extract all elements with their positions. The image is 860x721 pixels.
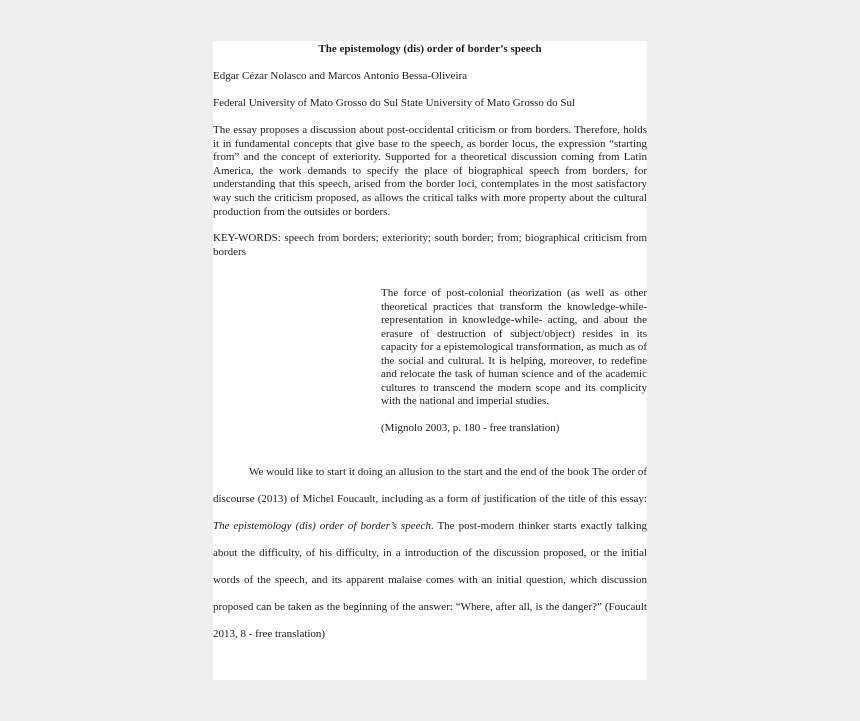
body-text-end: . The post-modern thinker starts exactly talking about the difficulty, of his difficulty, in a introduction of the discussion proposed, or the initial words of the speech, and its apparent malaise comes with an initial question, which discussion proposed can be taken as the beginning of the answer: “Where, after all, is the danger?” (Foucault 2013, 8 - free translation) (213, 520, 647, 640)
document-page (213, 41, 647, 680)
affiliations-line: Federal University of Mato Grosso do Sul State University of Mato Grosso do Sul (213, 97, 576, 109)
body-text-start: We would like to start it doing an allusion to the start and the end of the book The order of discourse (2013) of Michel Foucault, including as a form of justification of the title of this essay: (213, 466, 647, 505)
epigraph-quote: The force of post-colonial theorization (as well as other theoretical practices that transform the knowledge-while-representation in knowledge-while- acting, and about the erasure of destruction of subject/object) resides in its capacity for a epistemological transformation, as much as of the social and cultural. It is helping, moreover, to redefine and relocate the task of human science and of the academic cultures to transcend the modern scope and its complicity with the national and imperial studies. (381, 287, 647, 407)
document-title: The epistemology (dis) order of border’s speech (318, 43, 542, 55)
authors-line: Edgar Cézar Nolasco and Marcos Antonio Bessa-Oliveira (213, 70, 468, 82)
abstract-paragraph: The essay proposes a discussion about post-occidental criticism or from borders. Therefore, holds it in fundamental concepts that give base to the speech, as border locus, the expression “starting from” and the concept of exteriority. Supported for a theoretical discussion coming from Latin America, the work demands to specify the place of biographical speech from borders, for understanding that this speech, arised from the border loci, contemplates in the most satisfactory way such the criticism proposed, as allows the critical talks with more property about the cultural production from the outsides or borders. (213, 124, 647, 218)
keywords-paragraph: KEY-WORDS: speech from borders; exteriority; south border; from; biographical criticism from borders (213, 232, 647, 258)
body-paragraph (213, 459, 647, 648)
epigraph-citation: (Mignolo 2003, p. 180 - free translation) (381, 422, 560, 434)
body-italic-title: The epistemology (dis) order of border’s speech (213, 520, 431, 532)
